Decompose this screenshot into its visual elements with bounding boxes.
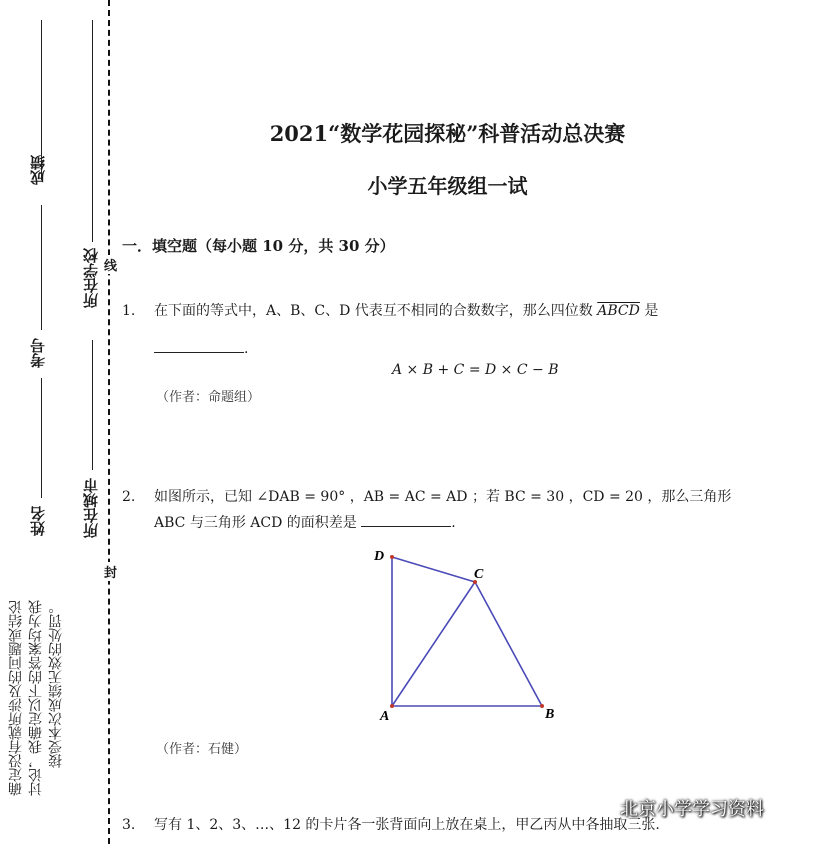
name-label: 姓名 [29,506,47,536]
segment-ac [392,582,475,706]
segment-cb [475,582,542,706]
watermark-text: 北京小学学习资料 [620,799,764,820]
q1-text [154,298,794,324]
q1-text-a: 在下面的等式中，A、B、C、D 代表互不相同的合数数字，那么四位数 [154,303,593,319]
line-mark: 线 [104,255,117,274]
q1-tail: . [244,341,249,357]
city-underline [92,340,93,470]
label-b: B [545,707,555,722]
q1-answer-line [154,336,248,362]
q2-line1: 如图所示，已知 ∠DAB = 90° ，AB = AC = AD ；若 BC = 30 ，CD = 20 ，那么三角形 [154,489,732,505]
wechat-icon [592,799,614,817]
point-a [390,704,394,708]
name-underline [41,378,42,498]
score-label: 成绩 [29,155,47,185]
exam-no-label: 考号 [29,338,47,368]
q2-number: 2. [122,489,136,505]
exam-title: 2021“数学花园探秘”科普活动总决赛 [269,121,626,146]
label-d: D [374,549,385,564]
q2-figure [370,540,570,725]
watermark [592,795,764,821]
q2-line2-text: ABC 与三角形 ACD 的面积差是 [154,515,357,531]
q1-answer-blank[interactable] [154,338,244,353]
q1-abcd: ABCD [597,303,640,319]
q2-answer-blank[interactable] [361,512,451,527]
q1-equation: A × B + C = D × C − B [392,362,559,378]
point-b [540,704,544,708]
q2-author: （作者：石健） [156,742,248,757]
point-d [390,555,394,559]
exam-subtitle: 小学五年级组一试 [367,174,528,198]
q2-line2-tail: . [451,515,456,531]
label-c: C [474,567,484,582]
notice-line-2: 讨论，我确定以下的答案均为我 [28,600,44,796]
segment-dc [392,557,475,582]
label-a: A [380,709,390,724]
city-label: 所在城市 [82,478,100,538]
seal-mark: 封 [104,562,117,581]
q3-text: 写有 1、2、3、…、12 的卡片各一张背面向上放在桌上，甲乙丙从中各抽取三张. [154,817,660,833]
notice-line-1: 确定没有就所涉及的问题或结论 [8,600,24,796]
q1-text-b: 是 [644,303,659,319]
school-label: 所在学校 [82,248,100,308]
q3-number: 3. [122,817,136,833]
q2-line2 [154,510,456,536]
notice-line-3: 接受本次成绩无效的处罚。 [48,600,64,768]
section-heading: 一．填空题（每小题 10 分，共 30 分） [122,237,395,255]
q1-number: 1. [122,303,136,319]
exam-no-underline [41,205,42,330]
q1-author: （作者：命题组） [156,390,261,405]
